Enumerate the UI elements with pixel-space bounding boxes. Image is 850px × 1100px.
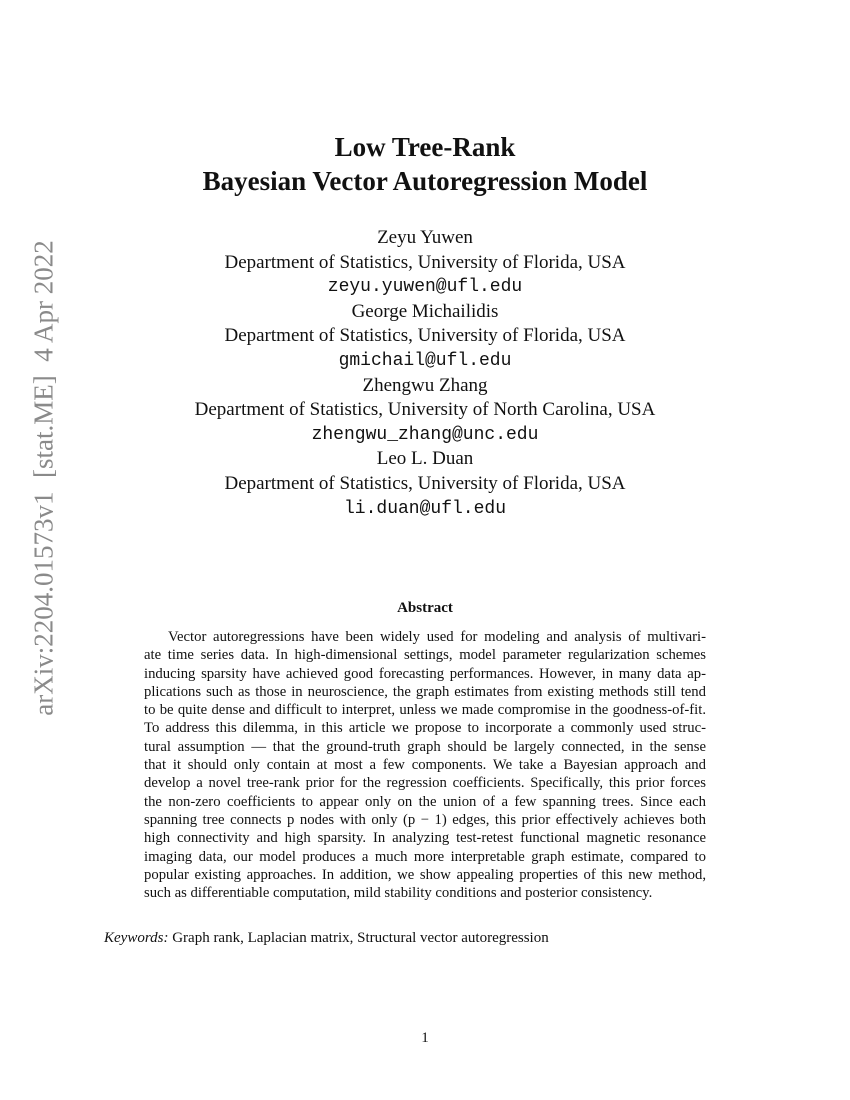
author-name: Leo L. Duan xyxy=(376,448,474,470)
paper-title xyxy=(0,130,850,198)
abstract-line: ate time series data. In high-dimensional settings, model parameter regularization schemes xyxy=(144,647,706,664)
author-email[interactable]: zeyu.yuwen@ufl.edu xyxy=(327,277,523,298)
author-email[interactable]: gmichail@ufl.edu xyxy=(338,350,512,371)
author-affiliation: Department of Statistics, University of Florida, USA xyxy=(224,251,626,273)
abstract-line: high connectivity and high sparsity. In analyzing test-retest functional magnetic resonance xyxy=(144,830,706,847)
abstract-line: imaging data, our model produces a much more interpretable graph estimate, compared to xyxy=(144,848,706,865)
author-email[interactable]: li.duan@ufl.edu xyxy=(343,498,507,519)
abstract-line: Vector autoregressions have been widely used for modeling and analysis of multivari- xyxy=(168,629,706,645)
abstract-line: that it should only contain at most a few components. We take a Bayesian approach and xyxy=(144,757,706,774)
abstract-line: to be quite dense and difficult to interpret, unless we made compromise in the goodness-of-fit. xyxy=(144,702,706,719)
abstract-heading: Abstract xyxy=(397,600,453,616)
abstract-line: inducing sparsity have achieved good forecasting performances. However, in many data ap- xyxy=(144,665,706,682)
title-line-1: Low Tree-Rank xyxy=(334,132,516,162)
abstract-line: plications such as those in neuroscience, the graph estimates from existing methods still tend xyxy=(144,683,706,700)
author-affiliation: Department of Statistics, University of Florida, USA xyxy=(224,325,626,347)
author-name: Zeyu Yuwen xyxy=(377,227,473,248)
title-line-2: Bayesian Vector Autoregression Model xyxy=(202,166,648,196)
author-affiliation: Department of Statistics, University of Florida, USA xyxy=(224,472,626,494)
keywords-line xyxy=(104,930,549,947)
abstract-line: such as differentiable computation, mild stability conditions and posterior consistency. xyxy=(144,885,653,902)
abstract-body xyxy=(144,628,706,902)
author-affiliation: Department of Statistics, University of North Carolina, USA xyxy=(194,399,656,421)
abstract-line: the non-zero coefficients to appear only on the union of a few spanning trees. Since each xyxy=(144,793,706,810)
author-name: Zhengwu Zhang xyxy=(362,374,488,396)
keywords-text: Graph rank, Laplacian matrix, Structural vector autoregression xyxy=(172,930,549,946)
abstract-line: spanning tree connects p nodes with only (p − 1) edges, this prior effectively achieves both xyxy=(144,811,706,828)
page-number: 1 xyxy=(421,1030,429,1046)
keywords-label: Keywords: xyxy=(104,930,169,946)
author-name: George Michailidis xyxy=(351,300,499,322)
abstract-line: develop a novel tree-rank prior for the regression coefficients. Specifically, this prior forces xyxy=(144,775,706,792)
author-block xyxy=(0,226,850,521)
author-email[interactable]: zhengwu_zhang@unc.edu xyxy=(311,424,539,445)
arxiv-identifier-stamp: arXiv:2204.01573v1 [stat.ME] 4 Apr 2022 xyxy=(28,240,59,716)
abstract-line: To address this dilemma, in this article we propose to incorporate a commonly used struc- xyxy=(144,720,706,737)
abstract-line: tural assumption — that the ground-truth graph should be largely connected, in the sense xyxy=(144,738,706,755)
abstract-line: popular existing approaches. In addition, we show appealing properties of this new method, xyxy=(144,866,706,883)
